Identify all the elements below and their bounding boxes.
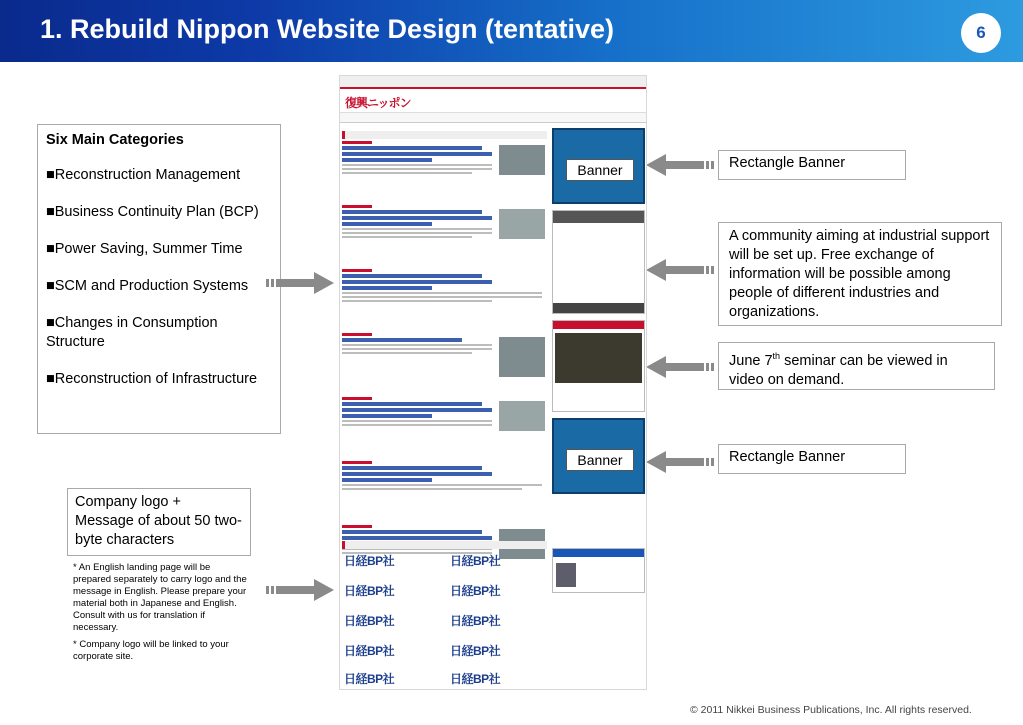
mockup-article	[342, 141, 547, 201]
categories-box	[37, 124, 281, 434]
note-english-page: * An English landing page will be prepared separately to carry logo and the message in English. Please prepare your material both in Japanese and English. Consult with us for translation if necessary.	[73, 562, 247, 633]
notes	[73, 562, 248, 668]
arrow-right-icon	[266, 272, 334, 294]
mockup-section-head	[342, 541, 547, 549]
arrow-left-icon	[646, 154, 714, 176]
rectangle-banner-callout: Rectangle Banner	[718, 444, 906, 474]
title-bar	[0, 0, 1023, 62]
mockup-category-nav	[340, 113, 646, 123]
company-logo-box	[67, 488, 251, 556]
mockup-article	[342, 269, 547, 329]
mockup-thumbnail	[499, 401, 545, 431]
arrow-right-icon	[266, 579, 334, 601]
mockup-banner-1[interactable]	[552, 128, 645, 204]
community-callout: A community aiming at industrial support will be set up. Free exchange of information will be possible among people of different industries and organizations.	[718, 222, 1002, 326]
mockup-article	[342, 205, 547, 265]
partner-logo: 日経BP社	[450, 584, 501, 598]
partner-logo: 日経BP社	[450, 672, 501, 686]
note-logo-link: * Company logo will be linked to your corporate site.	[73, 639, 229, 662]
seminar-text: seminar can be viewed in video on demand.	[729, 352, 948, 388]
mockup-banner-2[interactable]	[552, 418, 645, 494]
partner-logo: 日経BP社	[344, 554, 395, 568]
mockup-special-contents	[552, 548, 645, 593]
mockup-thumbnail	[499, 145, 545, 175]
arrow-left-icon	[646, 451, 714, 473]
partner-logo: 日経BP社	[344, 672, 395, 686]
copyright-footer: © 2011 Nikkei Business Publications, Inc. All rights reserved.	[690, 704, 972, 716]
mockup-site-logo: 復興ニッポン	[345, 96, 411, 110]
mockup-masthead	[340, 89, 646, 113]
mockup-community-box[interactable]	[552, 210, 645, 314]
categories-heading: Six Main Categories	[46, 132, 184, 148]
mockup-section-head	[342, 131, 547, 139]
partner-logo: 日経BP社	[344, 584, 395, 598]
mockup-article	[342, 461, 547, 521]
banner-label: Banner	[566, 159, 634, 181]
category-item: ■SCM and Production Systems	[46, 278, 249, 294]
mockup-partner-logos	[342, 538, 547, 688]
seminar-date: June 7	[729, 352, 773, 369]
page-number-badge: 6	[961, 13, 1001, 53]
partner-logo: 日経BP社	[450, 554, 501, 568]
category-item: ■Reconstruction Management	[46, 167, 241, 183]
category-item: ■Power Saving, Summer Time	[46, 241, 243, 257]
banner-label: Banner	[566, 449, 634, 471]
mockup-article	[342, 333, 547, 393]
company-logo-label: Company logo + Message of about 50 two-byte characters	[75, 494, 242, 548]
website-mockup	[339, 75, 647, 690]
category-item: ■Changes in Consumption Structure	[46, 315, 218, 350]
category-item: ■Reconstruction of Infrastructure	[46, 371, 258, 387]
mockup-article	[342, 397, 547, 457]
partner-logo: 日経BP社	[344, 644, 395, 658]
arrow-left-icon	[646, 356, 714, 378]
page-title: 1. Rebuild Nippon Website Design (tentative)	[40, 14, 615, 44]
mockup-top-nav	[340, 76, 646, 89]
rectangle-banner-callout: Rectangle Banner	[718, 150, 906, 180]
seminar-callout	[718, 342, 995, 390]
mockup-video-box[interactable]	[552, 320, 645, 412]
partner-logo: 日経BP社	[450, 614, 501, 628]
mockup-thumbnail	[499, 337, 545, 377]
mockup-sidebar	[552, 128, 645, 494]
category-item: ■Business Continuity Plan (BCP)	[46, 204, 259, 220]
arrow-left-icon	[646, 259, 714, 281]
seminar-date-suffix: th	[772, 351, 781, 361]
mockup-thumbnail	[499, 209, 545, 239]
seminar-video-thumbnail	[555, 333, 642, 383]
partner-logo: 日経BP社	[450, 644, 501, 658]
partner-logo: 日経BP社	[344, 614, 395, 628]
mockup-article-column	[342, 128, 547, 589]
